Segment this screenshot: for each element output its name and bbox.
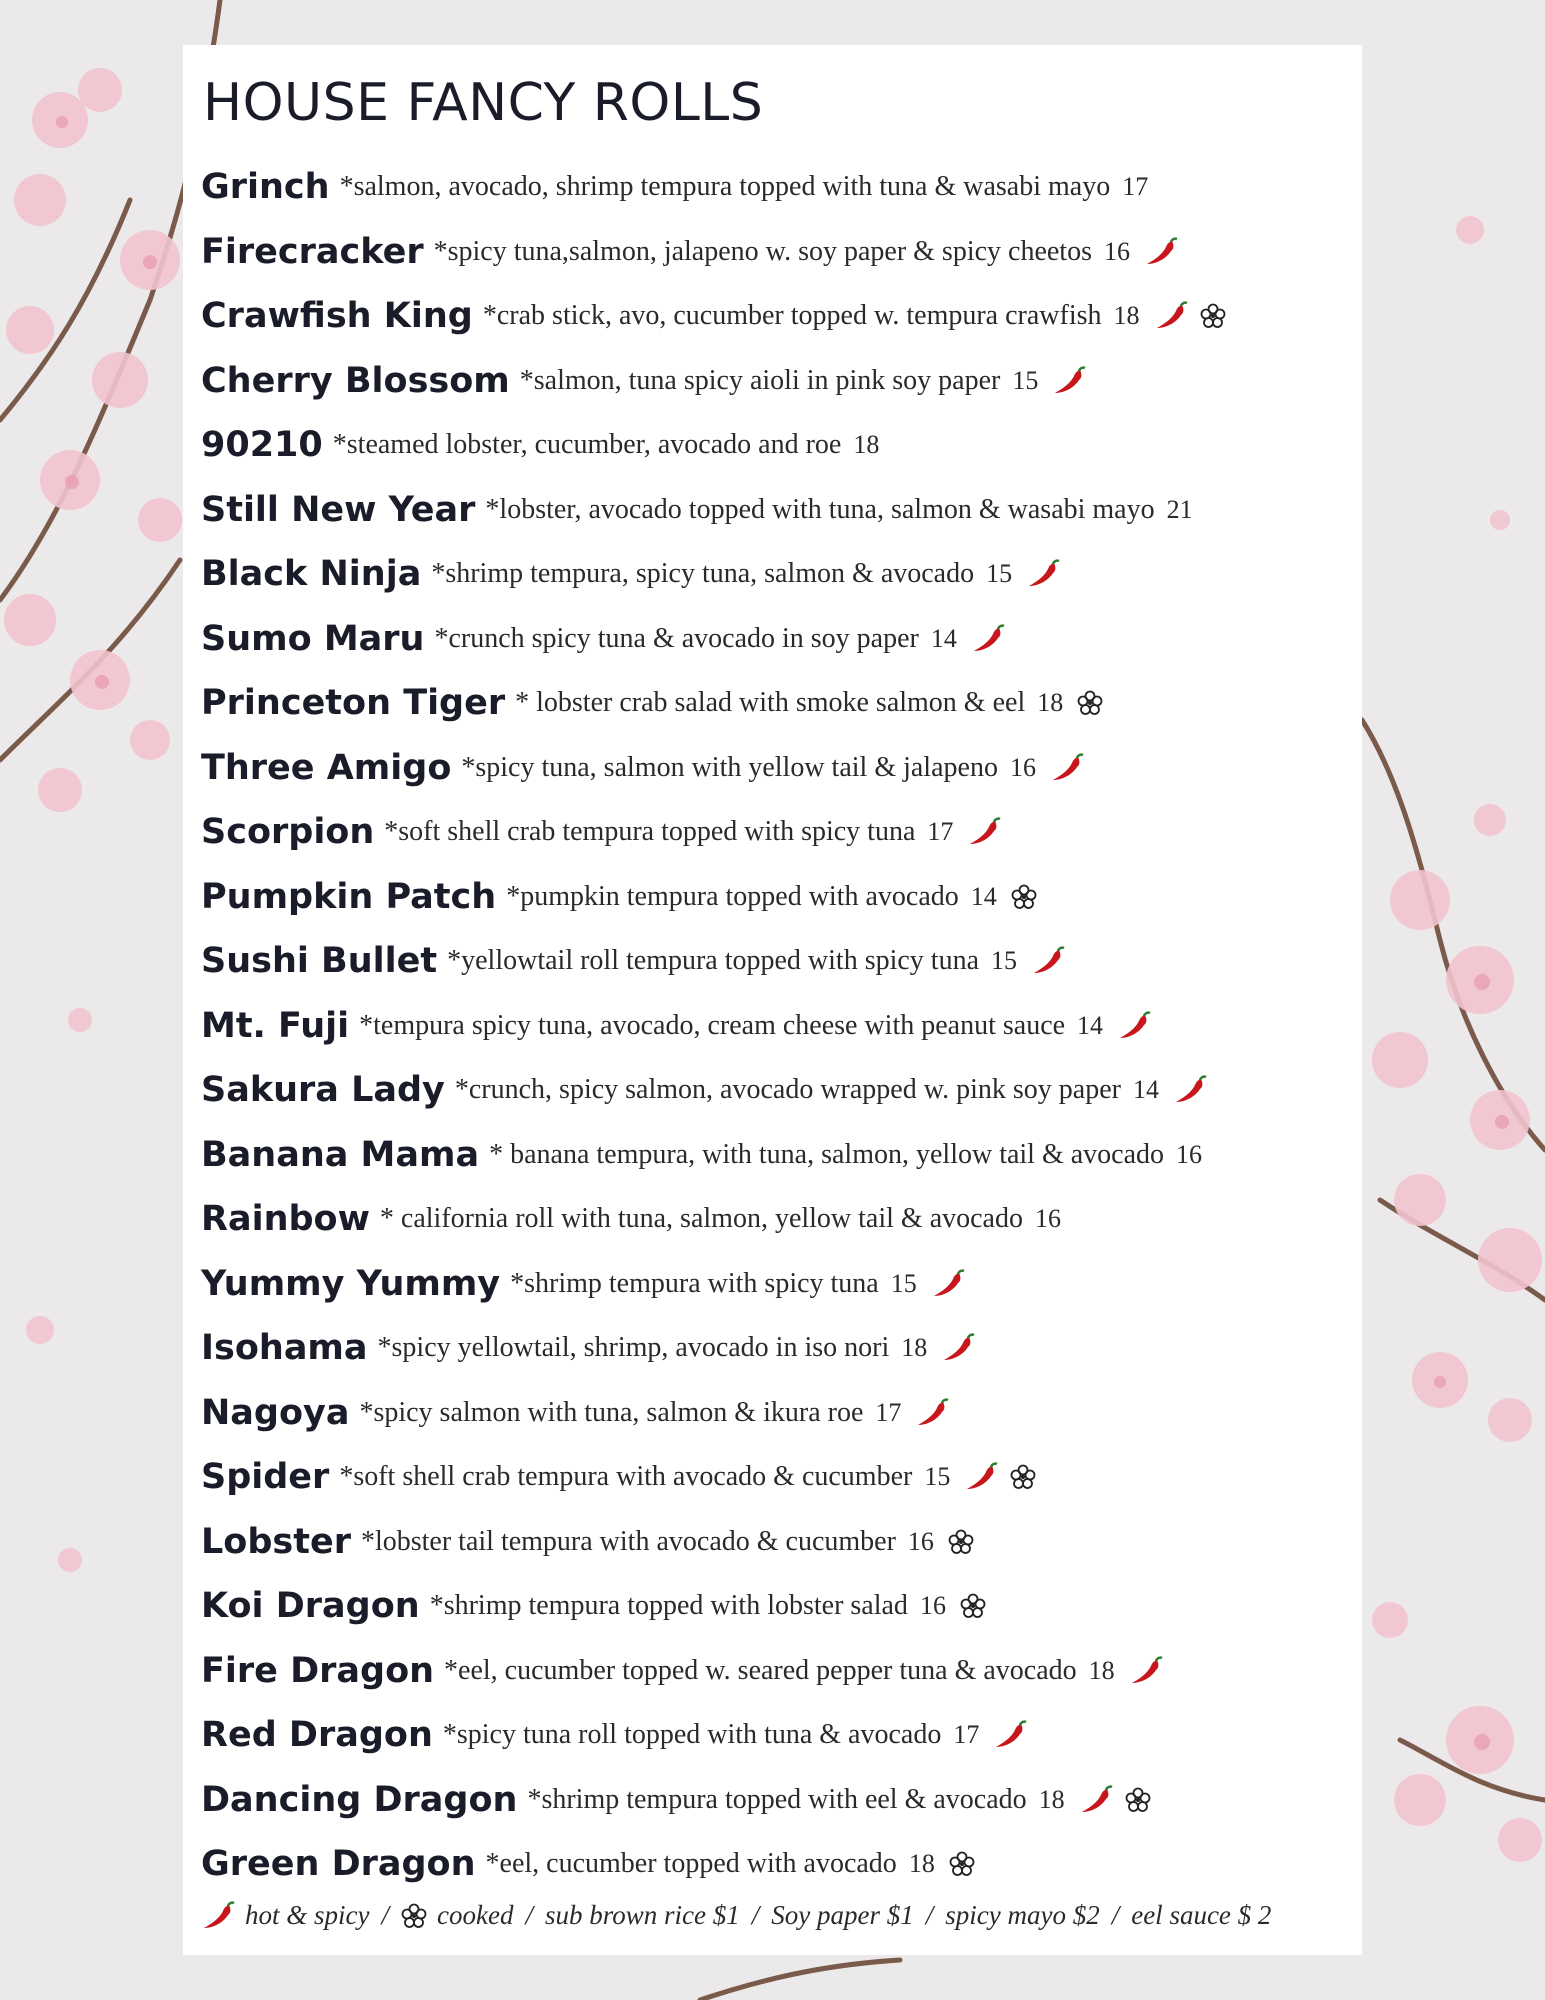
menu-item-name: Sakura Lady bbox=[201, 1070, 445, 1111]
menu-item-icons bbox=[1031, 946, 1065, 976]
menu-item-price: 14 bbox=[970, 881, 997, 911]
menu-item-price: 15 bbox=[1012, 365, 1039, 395]
menu-item-price: 16 bbox=[1034, 1204, 1061, 1234]
menu-item-description: *crab stick, avo, cucumber topped w. tempura crawfish bbox=[482, 300, 1102, 332]
chili-icon bbox=[1129, 1656, 1163, 1686]
menu-item-name: Crawfish King bbox=[201, 296, 473, 337]
menu-item-name: Lobster bbox=[201, 1521, 351, 1562]
menu-item-name: Fire Dragon bbox=[201, 1650, 435, 1691]
menu-item-description: * california roll with tuna, salmon, yellow tail & avocado bbox=[379, 1203, 1023, 1235]
menu-item-price: 17 bbox=[1122, 172, 1149, 202]
menu-item-description: *salmon, tuna spicy aioli in pink soy paper bbox=[519, 364, 1001, 396]
menu-item-price: 16 bbox=[1176, 1139, 1203, 1169]
menu-item-name: Pumpkin Patch bbox=[201, 876, 497, 917]
menu-item bbox=[201, 1252, 1352, 1317]
legend-hot-spicy: hot & spicy bbox=[245, 1900, 370, 1930]
menu-item bbox=[201, 1187, 1352, 1252]
menu-panel bbox=[183, 45, 1362, 1955]
menu-item bbox=[201, 994, 1352, 1059]
flower-icon bbox=[1200, 303, 1226, 329]
legend-soy-paper: Soy paper $1 bbox=[771, 1900, 914, 1930]
menu-item-description: *soft shell crab tempura with avocado & cucumber bbox=[339, 1461, 913, 1493]
flower-icon bbox=[1011, 884, 1037, 910]
menu-item bbox=[201, 1639, 1352, 1704]
chili-icon bbox=[993, 1720, 1027, 1750]
menu-item-icons bbox=[1144, 237, 1178, 267]
menu-item-price: 18 bbox=[901, 1333, 928, 1363]
chili-icon bbox=[1026, 559, 1060, 589]
menu-item bbox=[201, 1445, 1352, 1510]
menu-item-price: 15 bbox=[991, 946, 1018, 976]
chili-icon bbox=[1079, 1785, 1113, 1815]
menu-item bbox=[201, 800, 1352, 865]
menu-item-name: Mt. Fuji bbox=[201, 1005, 350, 1046]
menu-item-icons bbox=[964, 1462, 1036, 1492]
menu-item-icons bbox=[1026, 559, 1060, 589]
menu-item-price: 17 bbox=[875, 1397, 902, 1427]
menu-item bbox=[201, 1058, 1352, 1123]
menu-item-description: * lobster crab salad with smoke salmon & eel bbox=[515, 687, 1026, 719]
menu-item-name: Yummy Yummy bbox=[201, 1263, 501, 1304]
menu-item-icons bbox=[931, 1269, 965, 1299]
chili-icon bbox=[1052, 366, 1086, 396]
menu-item-name: Scorpion bbox=[201, 812, 375, 853]
menu-item-description: *lobster tail tempura with avocado & cucumber bbox=[360, 1525, 896, 1557]
menu-item bbox=[201, 542, 1352, 607]
menu-item bbox=[201, 155, 1352, 220]
chili-icon bbox=[1117, 1011, 1151, 1041]
menu-item-name: Firecracker bbox=[201, 231, 424, 272]
menu-item bbox=[201, 1381, 1352, 1446]
menu-item-icons bbox=[1129, 1656, 1163, 1686]
menu-item-price: 18 bbox=[1038, 1784, 1065, 1814]
menu-item-icons bbox=[1052, 366, 1086, 396]
menu-item-description: *shrimp tempura topped with eel & avocado bbox=[527, 1783, 1027, 1815]
menu-item-description: *soft shell crab tempura topped with spicy tuna bbox=[384, 816, 916, 848]
menu-item-price: 15 bbox=[924, 1462, 951, 1492]
menu-item-price: 18 bbox=[1113, 301, 1140, 331]
menu-item bbox=[201, 1768, 1352, 1833]
chili-icon bbox=[1154, 301, 1188, 331]
menu-item-name: 90210 bbox=[201, 425, 323, 466]
menu-item-name: Green Dragon bbox=[201, 1844, 476, 1885]
menu-item-description: *pumpkin tempura topped with avocado bbox=[506, 880, 959, 912]
menu-item bbox=[201, 865, 1352, 930]
menu-item-description: *shrimp tempura with spicy tuna bbox=[510, 1267, 879, 1299]
flower-icon bbox=[960, 1593, 986, 1619]
menu-item bbox=[201, 1703, 1352, 1768]
menu-item-name: Red Dragon bbox=[201, 1715, 433, 1756]
separator: / bbox=[525, 1900, 533, 1930]
menu-item-description: *steamed lobster, cucumber, avocado and roe bbox=[332, 429, 842, 461]
legend-eel-sauce: eel sauce $ 2 bbox=[1131, 1900, 1272, 1930]
menu-item-icons bbox=[960, 1593, 986, 1619]
menu-item-price: 18 bbox=[853, 430, 880, 460]
menu-item bbox=[201, 607, 1352, 672]
menu-item-price: 21 bbox=[1166, 494, 1193, 524]
menu-item-name: Nagoya bbox=[201, 1392, 350, 1433]
menu-item-icons bbox=[1154, 301, 1226, 331]
chili-icon bbox=[1173, 1075, 1207, 1105]
menu-item-icons bbox=[1173, 1075, 1207, 1105]
menu-item-icons bbox=[971, 624, 1005, 654]
menu-item-name: Isohama bbox=[201, 1328, 368, 1369]
menu-item bbox=[201, 1123, 1352, 1188]
menu-item-icons bbox=[1050, 753, 1084, 783]
menu-item-name: Three Amigo bbox=[201, 747, 452, 788]
chili-icon bbox=[967, 817, 1001, 847]
separator: / bbox=[1111, 1900, 1120, 1930]
menu-item-description: *eel, cucumber topped with avocado bbox=[485, 1848, 897, 1880]
flower-icon bbox=[949, 1851, 975, 1877]
menu-item-price: 17 bbox=[927, 817, 954, 847]
legend-cooked: cooked bbox=[437, 1900, 514, 1930]
menu-item-description: *salmon, avocado, shrimp tempura topped with tuna & wasabi mayo bbox=[339, 171, 1111, 203]
separator: / bbox=[381, 1900, 389, 1930]
chili-icon bbox=[201, 1901, 235, 1931]
menu-item-icons bbox=[1011, 884, 1037, 910]
menu-item-icons bbox=[1117, 1011, 1151, 1041]
menu-item-name: Princeton Tiger bbox=[201, 683, 506, 724]
menu-item-name: Rainbow bbox=[201, 1199, 370, 1240]
menu-item bbox=[201, 1510, 1352, 1575]
menu-item bbox=[201, 1574, 1352, 1639]
menu-item-description: *crunch spicy tuna & avocado in soy paper bbox=[434, 622, 919, 654]
menu-item bbox=[201, 284, 1352, 349]
menu-item-price: 16 bbox=[907, 1526, 934, 1556]
menu-item-icons bbox=[915, 1398, 949, 1428]
menu-item-price: 14 bbox=[930, 623, 957, 653]
menu-list bbox=[201, 155, 1352, 1897]
menu-item-name: Still New Year bbox=[201, 489, 476, 530]
menu-item bbox=[201, 220, 1352, 285]
menu-item bbox=[201, 736, 1352, 801]
flower-icon bbox=[1010, 1464, 1036, 1490]
menu-item-name: Spider bbox=[201, 1457, 330, 1498]
menu-item-icons bbox=[1077, 690, 1103, 716]
menu-item-description: *crunch, spicy salmon, avocado wrapped w. pink soy paper bbox=[454, 1074, 1121, 1106]
menu-item bbox=[201, 929, 1352, 994]
legend-footer bbox=[201, 1900, 1271, 1931]
chili-icon bbox=[1050, 753, 1084, 783]
menu-item-price: 14 bbox=[1132, 1075, 1159, 1105]
menu-item-price: 18 bbox=[908, 1849, 935, 1879]
menu-item-name: Koi Dragon bbox=[201, 1586, 420, 1627]
menu-item-description: *spicy tuna roll topped with tuna & avocado bbox=[442, 1719, 942, 1751]
separator: / bbox=[925, 1900, 934, 1930]
chili-icon bbox=[915, 1398, 949, 1428]
chili-icon bbox=[931, 1269, 965, 1299]
menu-item bbox=[201, 671, 1352, 736]
chili-icon bbox=[971, 624, 1005, 654]
flower-icon bbox=[401, 1903, 427, 1929]
page-title: HOUSE FANCY ROLLS bbox=[203, 73, 764, 133]
legend-brown-rice: sub brown rice $1 bbox=[544, 1900, 740, 1930]
separator: / bbox=[751, 1900, 760, 1930]
menu-item-description: *spicy yellowtail, shrimp, avocado in iso nori bbox=[377, 1332, 890, 1364]
chili-icon bbox=[964, 1462, 998, 1492]
menu-item-price: 18 bbox=[1037, 688, 1064, 718]
flower-icon bbox=[1125, 1787, 1151, 1813]
menu-item-description: *spicy tuna,salmon, jalapeno w. soy paper & spicy cheetos bbox=[433, 235, 1092, 267]
menu-item-description: *eel, cucumber topped w. seared pepper tuna & avocado bbox=[444, 1654, 1077, 1686]
menu-item-description: *spicy salmon with tuna, salmon & ikura roe bbox=[359, 1396, 864, 1428]
menu-item-description: * banana tempura, with tuna, salmon, yellow tail & avocado bbox=[489, 1138, 1165, 1170]
menu-item-price: 17 bbox=[953, 1720, 980, 1750]
menu-item-name: Sushi Bullet bbox=[201, 941, 438, 982]
menu-item-name: Dancing Dragon bbox=[201, 1779, 518, 1820]
menu-item-description: *shrimp tempura, spicy tuna, salmon & avocado bbox=[431, 558, 975, 590]
flower-icon bbox=[1077, 690, 1103, 716]
menu-item-name: Black Ninja bbox=[201, 554, 422, 595]
menu-item-icons bbox=[993, 1720, 1027, 1750]
menu-item bbox=[201, 1316, 1352, 1381]
menu-item bbox=[201, 349, 1352, 414]
menu-item-description: *spicy tuna, salmon with yellow tail & jalapeno bbox=[461, 751, 998, 783]
menu-item-name: Sumo Maru bbox=[201, 618, 425, 659]
menu-item bbox=[201, 1832, 1352, 1897]
menu-item-price: 16 bbox=[919, 1591, 946, 1621]
menu-item-name: Cherry Blossom bbox=[201, 360, 510, 401]
menu-item-description: *lobster, avocado topped with tuna, salmon & wasabi mayo bbox=[485, 493, 1155, 525]
chili-icon bbox=[941, 1333, 975, 1363]
menu-item-description: *tempura spicy tuna, avocado, cream cheese with peanut sauce bbox=[359, 1009, 1066, 1041]
menu-item-name: Grinch bbox=[201, 167, 330, 208]
chili-icon bbox=[1144, 237, 1178, 267]
menu-item-description: *yellowtail roll tempura topped with spicy tuna bbox=[447, 945, 980, 977]
menu-item-icons bbox=[967, 817, 1001, 847]
menu-item-description: *shrimp tempura topped with lobster salad bbox=[429, 1590, 908, 1622]
menu-item-icons bbox=[948, 1529, 974, 1555]
menu-item bbox=[201, 478, 1352, 543]
menu-item-price: 16 bbox=[1009, 752, 1036, 782]
legend-spicy-mayo: spicy mayo $2 bbox=[945, 1900, 1100, 1930]
menu-item-icons bbox=[1079, 1785, 1151, 1815]
menu-item-name: Banana Mama bbox=[201, 1134, 480, 1175]
menu-item-price: 15 bbox=[986, 559, 1013, 589]
menu-item-icons bbox=[941, 1333, 975, 1363]
menu-item-price: 18 bbox=[1088, 1655, 1115, 1685]
menu-item-price: 15 bbox=[890, 1268, 917, 1298]
menu-item bbox=[201, 413, 1352, 478]
flower-icon bbox=[948, 1529, 974, 1555]
chili-icon bbox=[1031, 946, 1065, 976]
menu-item-price: 14 bbox=[1077, 1010, 1104, 1040]
menu-item-icons bbox=[949, 1851, 975, 1877]
menu-item-price: 16 bbox=[1103, 236, 1130, 266]
